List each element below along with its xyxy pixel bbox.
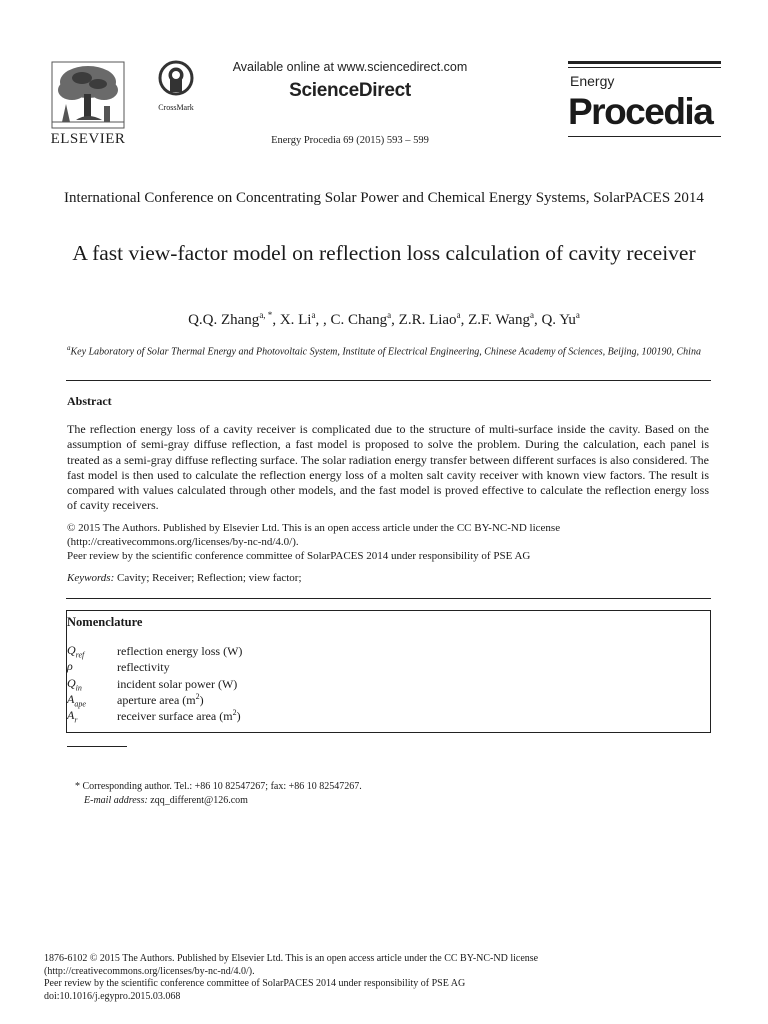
abstract-bottom-rule xyxy=(66,598,711,599)
author-affiliation-mark: a xyxy=(311,310,316,320)
author-name: C. Chang xyxy=(330,312,388,328)
author-separator: , , xyxy=(315,312,331,328)
author-affiliation-mark: a, * xyxy=(259,310,273,320)
elsevier-tree-icon xyxy=(46,60,130,132)
email-note xyxy=(84,795,248,806)
conference-name: International Conference on Concentrating Solar Power and Chemical Energy Systems, SolarPACES 2014 xyxy=(64,190,704,206)
journal-logo-energy: Energy xyxy=(570,73,615,89)
copyright-notice xyxy=(67,521,709,563)
nomenclature-box xyxy=(66,610,711,733)
author-name: Z.F. Wang xyxy=(468,312,530,328)
author-affiliation-mark: a xyxy=(456,310,461,320)
keywords xyxy=(67,572,709,584)
nomenclature-symbol: $A_r$ xyxy=(67,708,78,725)
corresponding-author-note: * Corresponding author. Tel.: +86 10 82547267; fax: +86 10 82547267. xyxy=(75,781,362,792)
journal-logo-rule xyxy=(568,136,721,137)
nomenclature-description: incident solar power (W) xyxy=(117,677,238,691)
author-name: Q. Yu xyxy=(541,312,576,328)
keywords-label: Keywords: xyxy=(67,572,115,584)
footer-doi[interactable]: doi:10.1016/j.egypro.2015.03.068 xyxy=(44,990,181,1002)
sciencedirect-logo: ScienceDirect xyxy=(289,80,411,101)
crossmark-icon xyxy=(158,60,194,96)
nomenclature-symbol: $Q_{ref}$ xyxy=(67,643,85,660)
footer-peer-review: Peer review by the scientific conference committee of SolarPACES 2014 under responsibility of PSE AG xyxy=(44,978,466,990)
author-name: Z.R. Liao xyxy=(398,312,457,328)
footnote-rule xyxy=(67,746,127,747)
publisher-name: ELSEVIER xyxy=(50,131,126,147)
available-online-text: Available online at www.sciencedirect.com xyxy=(232,60,468,74)
author-separator: , xyxy=(533,312,542,328)
nomenclature-description: reflectivity xyxy=(117,660,170,674)
author-affiliation xyxy=(60,341,708,359)
author-name: Q.Q. Zhang xyxy=(188,312,260,328)
abstract-body: The reflection energy loss of a cavity receiver is complicated due to the structure of multi-surface inside the cavity. Based on the assumption of semi-gray diffuse reflection, a fast model is proposed to solve the problem. During the calculation, each panel is treated as a semi-gray diffuse reflecting surface. The solar radiation energy transfer between different surfaces is also considered. The fast model is then used to calculate the reflection energy loss of a molten salt cavity receiver with known view factors. The result is compared with values calculated through other models, and the fast model is proved effective to calculate the reflection energy loss of cavity receivers. xyxy=(67,422,709,513)
nomenclature-symbol: ρ xyxy=(67,659,73,673)
email-address[interactable]: zqq_different@126.com xyxy=(147,795,248,806)
author-separator: , xyxy=(391,312,399,328)
abstract-heading: Abstract xyxy=(67,394,112,408)
journal-logo-procedia: Procedia xyxy=(568,91,713,132)
footer-copyright: 1876-6102 © 2015 The Authors. Published by Elsevier Ltd. This is an open access article under the CC BY-NC-ND license xyxy=(44,953,539,964)
affiliation-text: Key Laboratory of Solar Thermal Energy and Photovoltaic System, Institute of Electrical Engineering, Chinese Academy of Sciences, Beijing, 100190, China xyxy=(70,346,701,358)
page-footer xyxy=(44,953,744,1003)
footer-license-link[interactable]: (http://creativecommons.org/licenses/by-nc-nd/4.0/). xyxy=(44,965,255,977)
nomenclature-symbol: $A_{ape}$ xyxy=(67,692,86,709)
nomenclature-heading: Nomenclature xyxy=(67,615,143,629)
peer-review-line: Peer review by the scientific conference committee of SolarPACES 2014 under responsibility of PSE AG xyxy=(67,550,531,562)
email-label: E-mail address: xyxy=(84,795,148,806)
crossmark-label: CrossMark xyxy=(158,103,194,112)
nomenclature-description: reflection energy loss (W) xyxy=(117,644,243,658)
nomenclature-description: aperture area $(m^2)$ xyxy=(117,692,204,707)
author-name: X. Li xyxy=(279,312,312,328)
nomenclature-description: receiver surface area $(m^2)$ xyxy=(117,708,241,723)
abstract-top-rule xyxy=(66,380,711,381)
paper-title: A fast view-factor model on reflection loss calculation of cavity receiver xyxy=(72,241,696,265)
author-affiliation-mark: a xyxy=(387,310,392,320)
journal-logo-rule xyxy=(568,61,721,64)
author-separator: , xyxy=(460,312,469,328)
copyright-line: © 2015 The Authors. Published by Elsevier Ltd. This is an open access article under the CC BY-NC-ND license xyxy=(67,522,561,534)
author-separator: , xyxy=(272,312,280,328)
journal-logo-rule xyxy=(568,67,721,68)
author-list xyxy=(60,310,708,329)
nomenclature-symbol: $Q_{in}$ xyxy=(67,676,82,693)
license-link[interactable]: (http://creativecommons.org/licenses/by-nc-nd/4.0/). xyxy=(67,536,299,548)
keywords-text: Cavity; Receiver; Reflection; view factor; xyxy=(114,572,302,584)
author-affiliation-mark: a xyxy=(575,310,580,320)
author-affiliation-mark: a xyxy=(529,310,534,320)
affiliation-mark: a xyxy=(67,344,71,352)
journal-reference: Energy Procedia 69 (2015) 593 – 599 xyxy=(271,135,429,146)
crossmark-badge[interactable] xyxy=(150,60,202,112)
